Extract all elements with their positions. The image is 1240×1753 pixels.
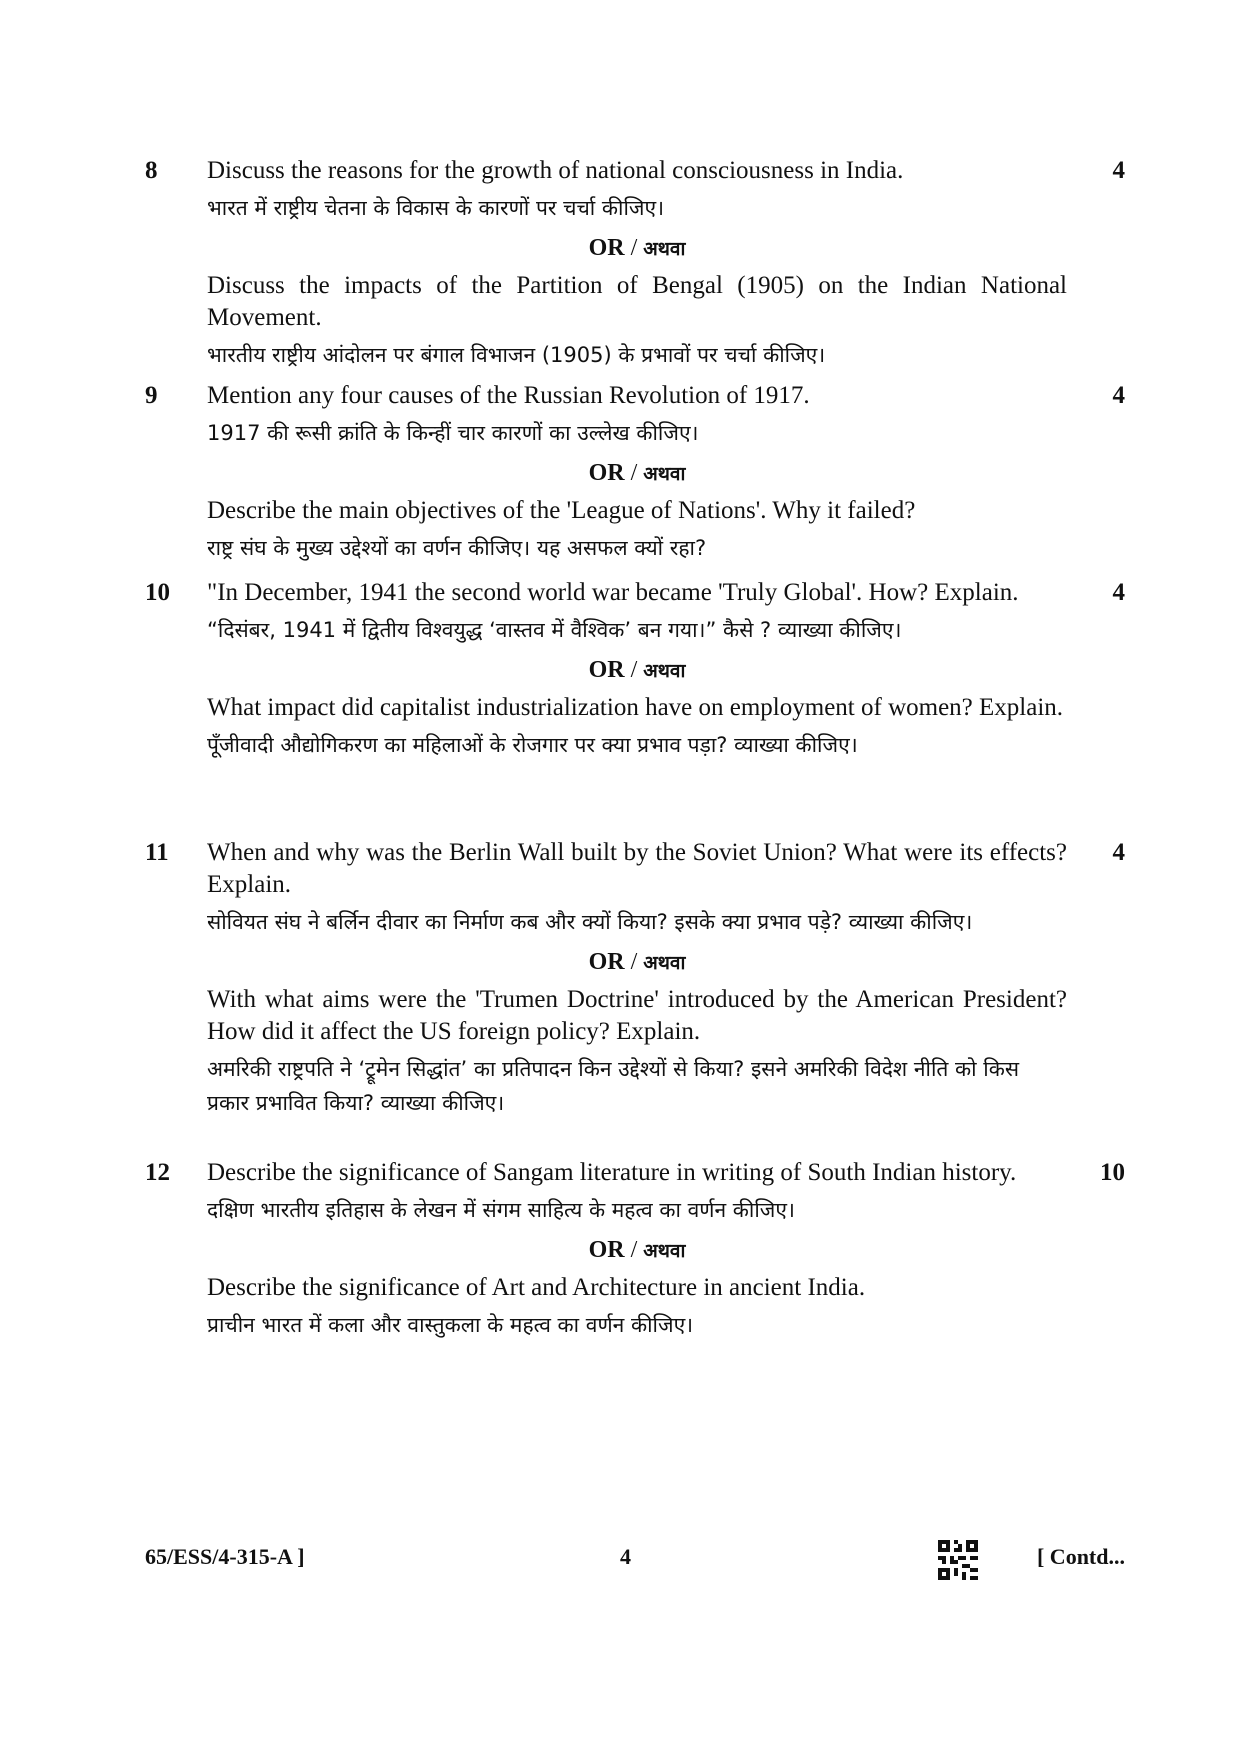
- page-number: 4: [620, 1544, 631, 1569]
- question-text-en: When and why was the Berlin Wall built by the Soviet Union? What were its effects? Explain.: [207, 839, 1067, 898]
- or-separator: OR / अथवा: [588, 949, 686, 975]
- question-number: 12: [145, 1159, 170, 1186]
- or-separator: OR / अथवा: [588, 460, 686, 486]
- paper-code: 65/ESS/4-315-A ]: [145, 1544, 305, 1569]
- alternative-text-en: Describe the significance of Art and Architecture in ancient India.: [207, 1274, 866, 1301]
- question-text-hi: “दिसंबर, 1941 में द्वितीय विश्वयुद्ध ‘वास्तव में वैश्विक’ बन गया।” कैसे ? व्याख्या कीजिए।: [207, 618, 902, 642]
- page-footer: [145, 1540, 1125, 1580]
- question-text-en: Mention any four causes of the Russian Revolution of 1917.: [207, 382, 810, 409]
- question-marks: 10: [1100, 1159, 1125, 1186]
- alternative-text-hi: अमरिकी राष्ट्रपति ने ‘ट्रूमेन सिद्धांत’ का प्रतिपादन किन उद्देश्यों से किया? इसने अमरिकी विदेश नीति को किस प्रकार प्रभावित किया? व्याख्या कीजिए।: [207, 1057, 1020, 1115]
- question-marks: 4: [1112, 579, 1125, 606]
- alternative-text-hi: प्राचीन भारत में कला और वास्तुकला के महत्व का वर्णन कीजिए।: [207, 1313, 694, 1337]
- alternative-text-en: Describe the main objectives of the 'League of Nations'. Why it failed?: [207, 497, 916, 524]
- question-marks: 4: [1112, 382, 1125, 409]
- or-separator: OR / अथवा: [588, 657, 686, 683]
- alternative-text-en: With what aims were the 'Trumen Doctrine' introduced by the American President? How did it affect the US foreign policy? Explain.: [207, 986, 1067, 1045]
- question-number: 9: [145, 382, 158, 409]
- question-text-en: "In December, 1941 the second world war became 'Truly Global'. How? Explain.: [207, 579, 1019, 606]
- question-11: [145, 837, 1125, 1126]
- question-number: 11: [145, 839, 169, 866]
- continued-label: [ Contd...: [1036, 1544, 1125, 1569]
- question-text-en: Discuss the reasons for the growth of national consciousness in India.: [207, 157, 904, 184]
- question-9: [145, 380, 1125, 571]
- question-text-en: Describe the significance of Sangam literature in writing of South Indian history.: [207, 1159, 1017, 1186]
- question-text-hi: दक्षिण भारतीय इतिहास के लेखन में संगम साहित्य के महत्व का वर्णन कीजिए।: [207, 1198, 795, 1222]
- question-marks: 4: [1112, 839, 1125, 866]
- alternative-text-hi: भारतीय राष्ट्रीय आंदोलन पर बंगाल विभाजन (1905) के प्रभावों पर चर्चा कीजिए।: [207, 343, 826, 367]
- question-text-hi: भारत में राष्ट्रीय चेतना के विकास के कारणों पर चर्चा कीजिए।: [207, 196, 665, 220]
- question-text-hi: 1917 की रूसी क्रांति के किन्हीं चार कारणों का उल्लेख कीजिए।: [207, 421, 699, 445]
- alternative-text-en: Discuss the impacts of the Partition of Bengal (1905) on the Indian National Movement.: [207, 272, 1067, 331]
- alternative-text-hi: पूँजीवादी औद्योगिकरण का महिलाओं के रोजगार पर क्या प्रभाव पड़ा? व्याख्या कीजिए।: [207, 733, 858, 757]
- alternative-text-hi: राष्ट्र संघ के मुख्य उद्देश्यों का वर्णन कीजिए। यह असफल क्यों रहा?: [207, 536, 707, 560]
- alternative-text-en: What impact did capitalist industrialization have on employment of women? Explain.: [207, 694, 1064, 721]
- question-number: 10: [145, 579, 170, 606]
- qr-code-icon: [938, 1540, 978, 1580]
- or-separator: OR / अथवा: [588, 235, 686, 261]
- question-10: [145, 577, 1125, 768]
- question-8: [145, 155, 1125, 378]
- question-12: [145, 1157, 1125, 1348]
- question-number: 8: [145, 157, 158, 184]
- question-marks: 4: [1112, 157, 1125, 184]
- or-separator: OR / अथवा: [588, 1237, 686, 1263]
- question-text-hi: सोवियत संघ ने बर्लिन दीवार का निर्माण कब और क्यों किया? इसके क्या प्रभाव पड़े? व्याख्या कीजिए।: [207, 910, 973, 934]
